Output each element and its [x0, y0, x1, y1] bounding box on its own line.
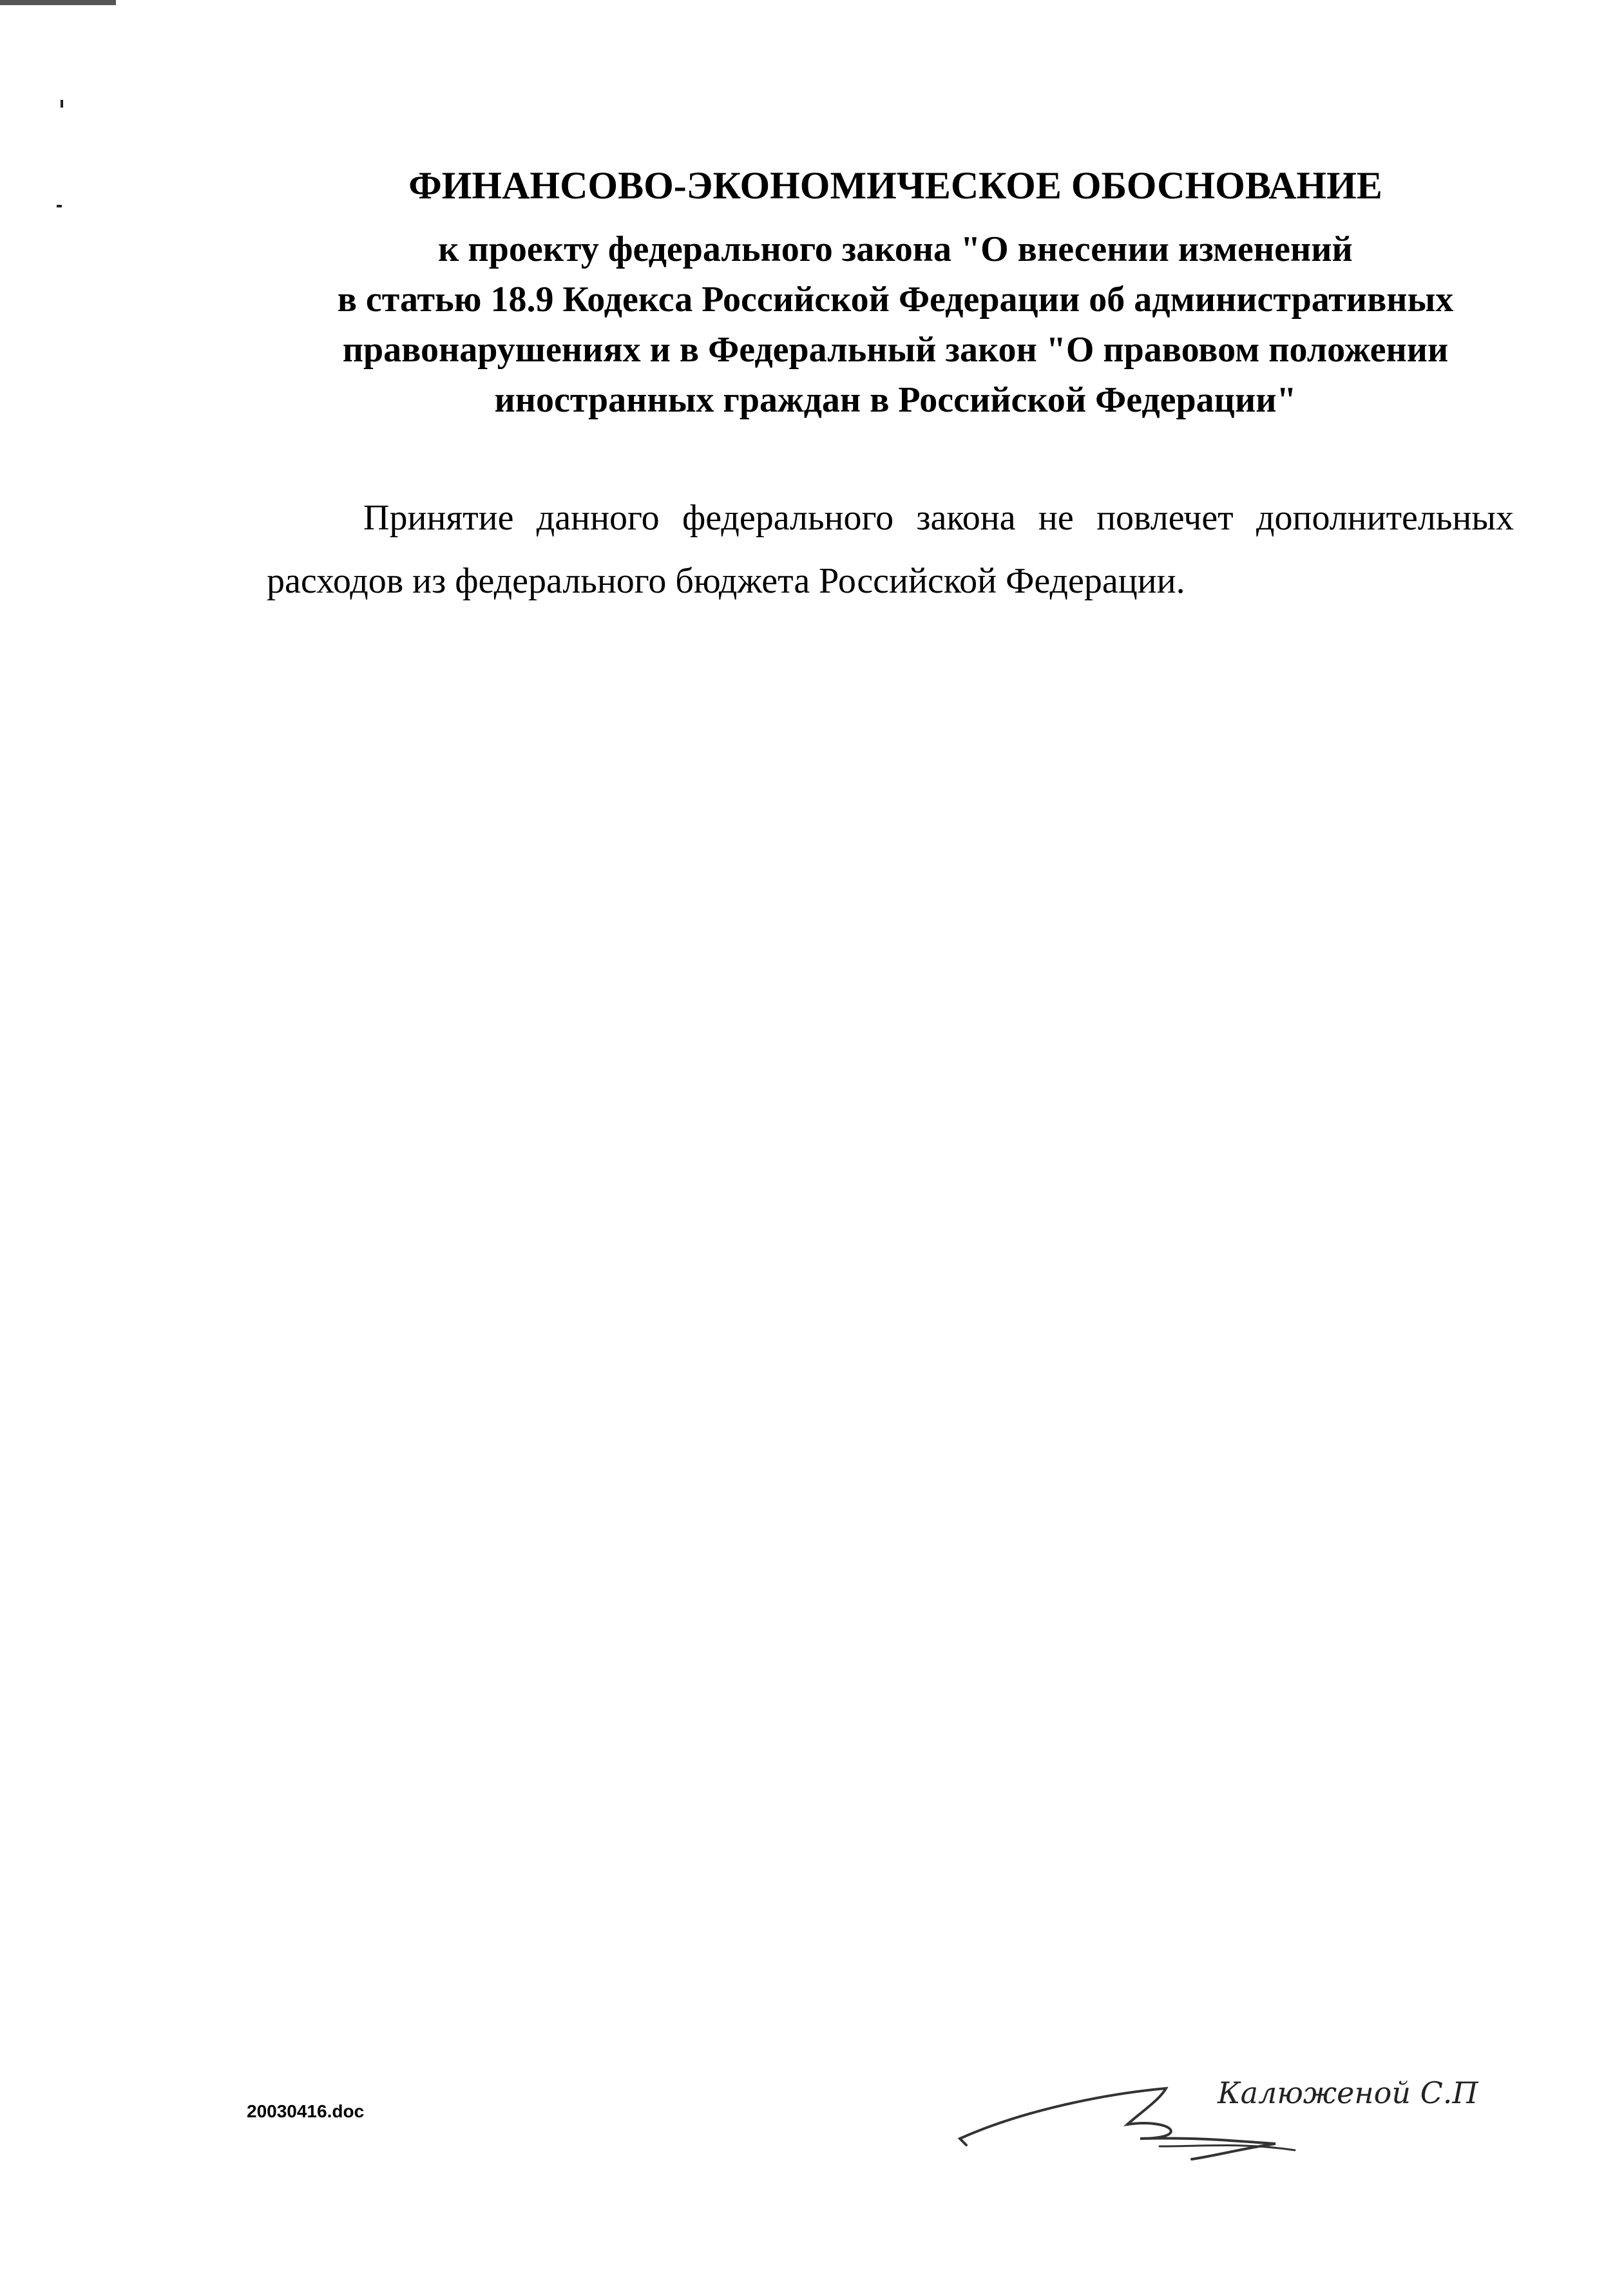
document-title: ФИНАНСОВО-ЭКОНОМИЧЕСКОЕ ОБОСНОВАНИЕ: [408, 164, 1382, 207]
subtitle-line: в статью 18.9 Кодекса Российской Федерации об административных: [337, 280, 1454, 320]
scan-speck: [61, 100, 63, 108]
file-reference: 20030416.doc: [247, 2101, 365, 2121]
subtitle-line: иностранных граждан в Российской Федерации": [494, 380, 1297, 420]
subtitle-line: к проекту федерального закона "О внесении изменений: [438, 229, 1353, 269]
signature-name: Калюженой С.П: [1218, 2075, 1478, 2110]
scan-edge-mark: [0, 0, 116, 5]
handwritten-signature: [947, 2048, 1527, 2177]
subtitle-line: правонарушениях и в Федеральный закон "О правовом положении: [342, 330, 1449, 370]
body-paragraph: [267, 486, 1514, 613]
scan-speck: [57, 205, 62, 207]
body-line: расходов из федерального бюджета Российской Федерации.: [267, 561, 1185, 601]
body-line: Принятие данного федерального закона не повлечет дополнительных: [363, 498, 1514, 538]
document-subtitle: [277, 224, 1514, 425]
